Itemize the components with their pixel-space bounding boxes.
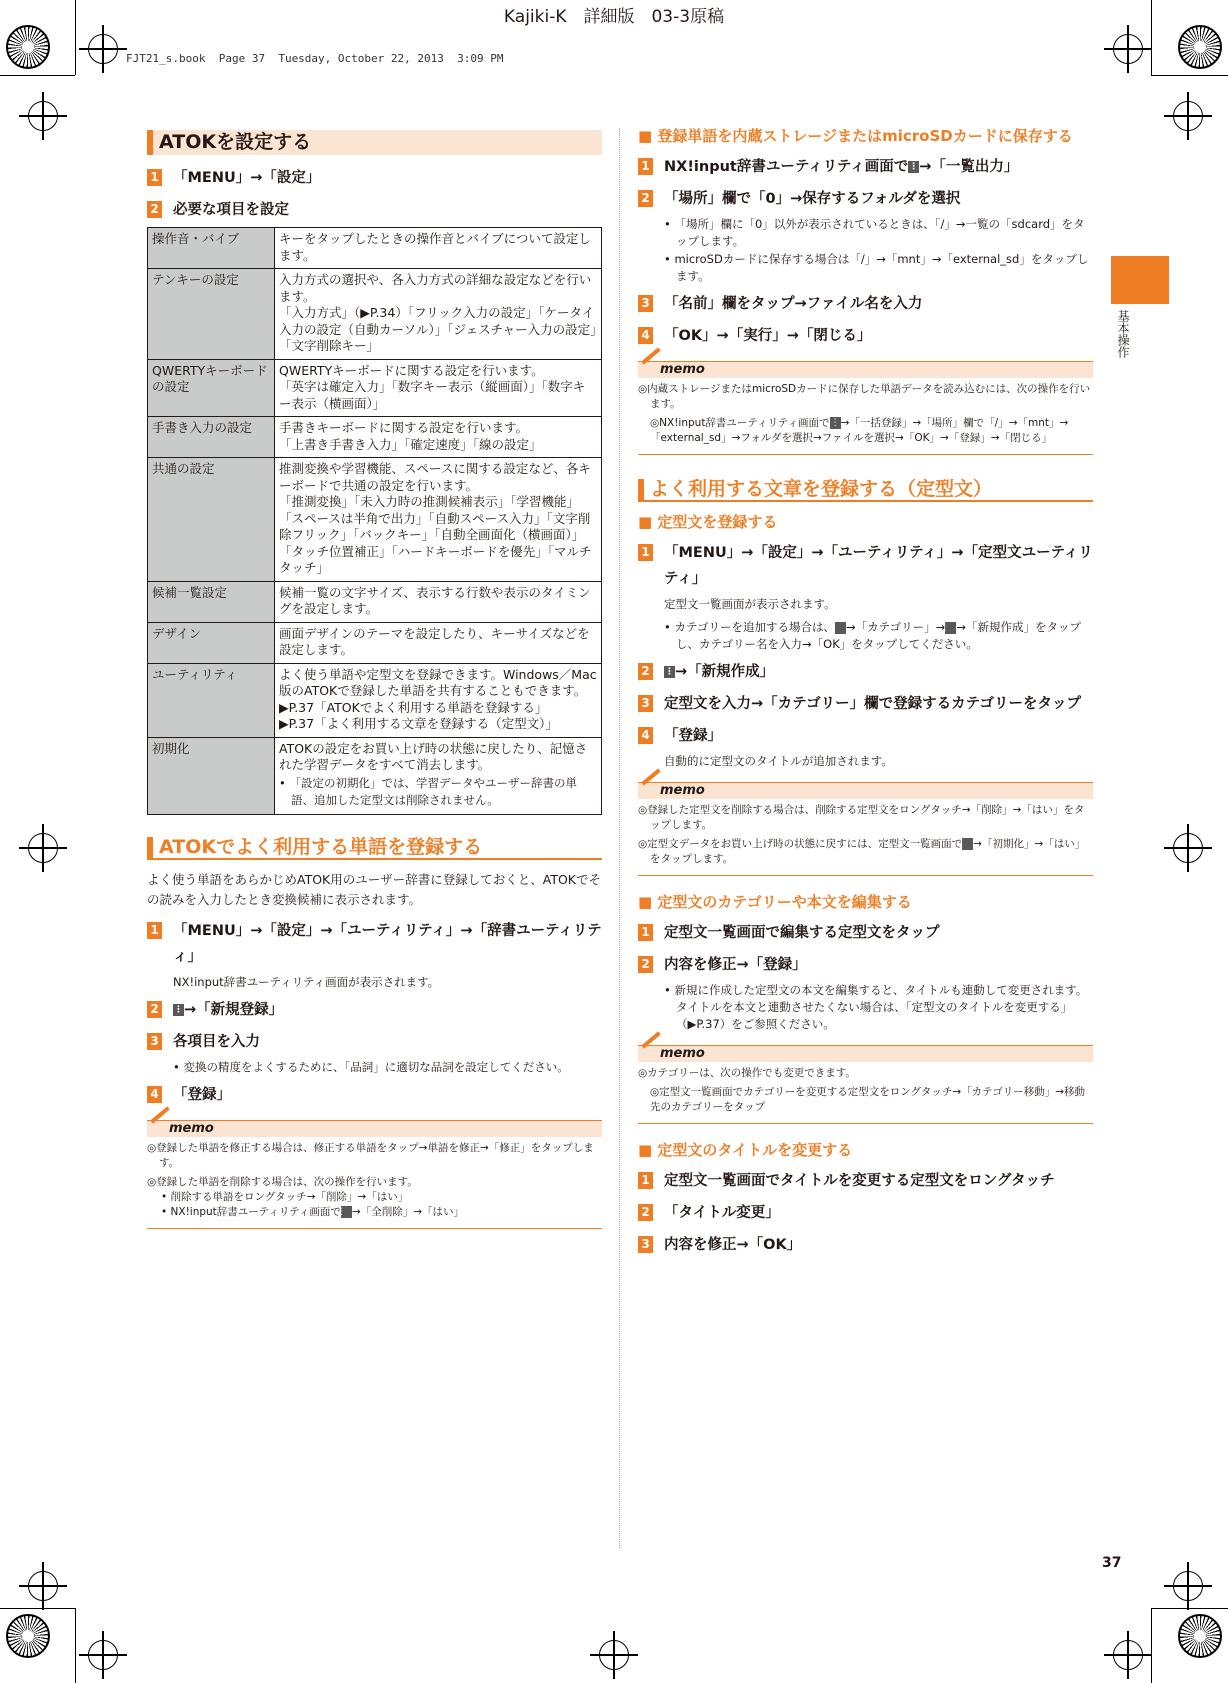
step-text: 各項目を入力 (173, 1033, 260, 1050)
step-number: 2 (638, 190, 653, 207)
crosshair-mark-icon (1173, 1571, 1203, 1601)
table-row (148, 663, 602, 737)
crosshair-mark-icon (88, 1640, 118, 1670)
memo-item: ◎ 登録した単語を修正する場合は、修正する単語をタップ→単語を修正→「修正」をタップします。 (147, 1141, 602, 1171)
crop-mark (1151, 1608, 1152, 1683)
intro-text: よく使う単語をあらかじめATOK用のユーザー辞書に登録しておくと、ATOKでその読みを入力したとき変換候補に表示されます。 (147, 871, 602, 907)
step (147, 918, 602, 970)
setting-key: 操作音・バイブ (148, 228, 275, 269)
step (638, 154, 1093, 180)
step-number: 3 (638, 295, 653, 312)
section-title: よく利用する文章を登録する（定型文） (638, 479, 1093, 502)
step (638, 723, 1093, 749)
left-column (147, 130, 602, 1237)
memo-header (638, 782, 1093, 799)
bullet-text: →「新規作成」をタップし、カテゴリー名を入力→「OK」をタップしてください。 (676, 620, 1081, 651)
pencil-icon (641, 1031, 660, 1048)
memo-label: memo (169, 1120, 214, 1136)
step (638, 920, 1093, 946)
setting-key: 共通の設定 (148, 458, 275, 582)
crop-mark (75, 0, 76, 75)
menu-icon (173, 1004, 184, 1016)
setting-key: 初期化 (148, 737, 275, 814)
step-note: 自動的に定型文のタイトルが追加されます。 (664, 754, 893, 768)
step-number: 3 (638, 1236, 653, 1253)
step (147, 197, 602, 223)
setting-desc: 推測変換や学習機能、スペースに関する設定など、各キーボードで共通の設定を行います。 「推測変換」「未入力時の推測候補表示」「学習機能」「スペースは半角で出力」「自動スペース入力」「文字削除フリック」「バックキー」「自動全画面化（横画面）」「タッチ位置補正」「ハードキーボードを優先」「マルチタッチ」 (275, 458, 602, 582)
crosshair-mark-icon (28, 101, 58, 131)
crosshair-mark-icon (1113, 34, 1143, 64)
setting-desc: 候補一覧の文字サイズ、表示する行数や表示のタイミングを設定します。 (275, 581, 602, 622)
section-title: ATOKでよく利用する単語を登録する (147, 837, 602, 860)
step-number: 1 (638, 544, 653, 561)
step-number: 2 (638, 956, 653, 973)
setting-desc: よく使う単語や定型文を登録できます。Windows／Mac版のATOKで登録した単語を共有することもできます。 ▶P.37「ATOKでよく利用する単語を登録する」 ▶P.37「よく利用する文章を登録する（定型文）」 (275, 663, 602, 737)
step-bullet: • 「場所」欄に「0」以外が表示されているときは、「/」→一覧の「sdcard」をタップします。 (638, 216, 1093, 250)
step-text: 内容を修正→「OK」 (664, 1237, 802, 1253)
step (147, 997, 602, 1023)
step-note: NX!input辞書ユーティリティ画面が表示されます。 (173, 974, 440, 989)
subsection-title: ■ 定型文のタイトルを変更する (638, 1140, 1093, 1160)
step (638, 323, 1093, 349)
memo-text: →「全削除」→「はい」 (351, 1205, 465, 1218)
step-text: →「一覧出力」 (919, 159, 1019, 175)
step-number: 1 (638, 1172, 653, 1189)
crop-mark (1151, 1608, 1228, 1609)
memo-item (638, 837, 1093, 867)
step-text: 定型文一覧画面でタイトルを変更する定型文をロングタッチ (664, 1173, 1055, 1189)
step-number: 1 (147, 169, 162, 186)
memo-header (147, 1120, 602, 1137)
step-text: 内容を修正→「登録」 (664, 957, 807, 973)
table-row (148, 458, 602, 582)
crosshair-mark-icon (88, 34, 118, 64)
step-number: 2 (638, 663, 653, 680)
crop-mark (1151, 0, 1152, 75)
memo-header (638, 361, 1093, 378)
crop-mark (1151, 75, 1228, 76)
crop-mark (0, 75, 75, 76)
step-text: 「OK」→「実行」→「閉じる」 (664, 328, 872, 344)
step (638, 540, 1093, 592)
menu-icon (341, 1206, 352, 1218)
menu-icon (835, 622, 846, 634)
menu-icon (962, 838, 973, 850)
crop-mark (0, 1608, 75, 1609)
table-row (148, 581, 602, 622)
step-number: 1 (638, 924, 653, 941)
step-bullet: • 変換の精度をよくするために、「品詞」に適切な品詞を設定してください。 (147, 1059, 602, 1076)
memo-item: ◎ 内蔵ストレージまたはmicroSDカードに保存した単語データを読み込むには、次の操作を行います。 (638, 382, 1093, 412)
step-number: 4 (638, 727, 653, 744)
step (638, 659, 1093, 685)
right-column (638, 127, 1093, 1262)
menu-icon (664, 666, 675, 678)
step (638, 952, 1093, 978)
memo-label: memo (660, 783, 705, 798)
step-text: 定型文を入力→「カテゴリー」欄で登録するカテゴリーをタップ (664, 696, 1081, 712)
setting-desc: QWERTYキーボードに関する設定を行います。 「英字は確定入力」「数字キー表示（縦画面）」「数字キー表示（横画面）」 (275, 359, 602, 417)
step-number: 1 (147, 922, 162, 939)
memo-item: ◎ 登録した定型文を削除する場合は、削除する定型文をロングタッチ→「削除」→「はい」をタップします。 (638, 803, 1093, 833)
table-row (148, 269, 602, 360)
crosshair-mark-icon (28, 1571, 58, 1601)
memo-text: NX!input辞書ユーティリティ画面で (170, 1205, 341, 1218)
bullet-text: →「カテゴリー」→ (846, 620, 946, 634)
memo-text: →「一括登録」→「場所」欄で「/」→「mnt」→「external_sd」→フォルダを選択→ファイルを選択→「OK」→「登録」→「閉じる」 (650, 417, 1069, 444)
step-number: 4 (147, 1086, 162, 1103)
step-text: 必要な項目を設定 (173, 202, 289, 218)
setting-desc (275, 737, 602, 814)
menu-icon (830, 417, 841, 429)
step (638, 291, 1093, 317)
step-text: NX!input辞書ユーティリティ画面で (664, 159, 909, 175)
chapter-tab (1111, 256, 1169, 304)
step-text: 「タイトル変更」 (664, 1205, 780, 1221)
setting-desc-bullet: • 「設定の初期化」では、学習データやユーザー辞書の単語、追加した定型文は削除されません。 (279, 775, 597, 809)
step (638, 1168, 1093, 1194)
column-divider (619, 128, 620, 1548)
subsection-title: ■ 定型文のカテゴリーや本文を編集する (638, 892, 1093, 912)
bullet-text: カテゴリーを追加する場合は、 (674, 620, 835, 634)
step-number: 1 (638, 158, 653, 175)
memo-item-cont (638, 416, 1093, 446)
table-row (148, 737, 602, 814)
setting-desc: キーをタップしたときの操作音とバイブについて設定します。 (275, 228, 602, 269)
step-text: →「新規作成」 (675, 664, 775, 680)
table-row (148, 417, 602, 458)
crop-mark (75, 1608, 76, 1683)
step (638, 186, 1093, 212)
print-header-title: Kajiki-K 詳細版 03-3原稿 (503, 7, 725, 27)
step (638, 1200, 1093, 1226)
step-text: 「MENU」→「設定」 (173, 170, 321, 186)
step-number: 2 (638, 1204, 653, 1221)
memo-subitem: • 削除する単語をロングタッチ→「削除」→「はい」 (147, 1190, 602, 1205)
step-bullet: • microSDカードに保存する場合は「/」→「mnt」→「external_sd」をタップします。 (638, 251, 1093, 285)
subsection-title: ■ 登録単語を内蔵ストレージまたはmicroSDカードに保存する (638, 126, 1093, 146)
step-number: 3 (638, 695, 653, 712)
step-number: 2 (147, 201, 162, 218)
memo-item-cont: ◎ 定型文一覧画面でカテゴリーを変更する定型文をロングタッチ→「カテゴリー移動」→移動先のカテゴリーをタップ (638, 1085, 1093, 1115)
memo-label: memo (660, 362, 705, 377)
chapter-label: 基本操作 (1116, 310, 1130, 358)
step-note: 定型文一覧画面が表示されます。 (664, 597, 836, 611)
section-title: ATOKを設定する (147, 130, 602, 155)
registration-dial-icon (1178, 25, 1222, 69)
memo-box (638, 1045, 1093, 1124)
crosshair-mark-icon (1173, 101, 1203, 131)
table-row (148, 228, 602, 269)
crosshair-mark-icon (599, 1640, 629, 1670)
setting-desc: 入力方式の選択や、各入力方式の詳細な設定などを行います。 「入力方式」（▶P.34）「フリック入力の設定」「ケータイ入力の設定（自動カーソル）」「ジェスチャー入力の設定」「文字削除キー」 (275, 269, 602, 360)
registration-dial-icon (1178, 1614, 1222, 1658)
crosshair-mark-icon (1173, 833, 1203, 863)
subsection-title: ■ 定型文を登録する (638, 512, 1093, 532)
setting-desc-text: ATOKの設定をお買い上げ時の状態に戻したり、記憶された学習データをすべて消去します。 (279, 740, 588, 772)
memo-text: 定型文データをお買い上げ時の状態に戻すには、定型文一覧画面で (647, 838, 963, 850)
step-text: 定型文一覧画面で編集する定型文をタップ (664, 925, 940, 941)
step (638, 691, 1093, 717)
settings-table (147, 227, 602, 815)
print-book-info: FJT21_s.book Page 37 Tuesday, October 22, 2013 3:09 PM (126, 52, 504, 65)
setting-key: ユーティリティ (148, 663, 275, 737)
crosshair-mark-icon (28, 833, 58, 863)
table-row (148, 359, 602, 417)
step (147, 165, 602, 191)
step (638, 1232, 1093, 1258)
pencil-icon (641, 347, 660, 364)
step-text: 「場所」欄で「0」→保存するフォルダを選択 (664, 191, 961, 207)
menu-icon (945, 622, 956, 634)
memo-box (638, 361, 1093, 455)
setting-key: テンキーの設定 (148, 269, 275, 360)
memo-item: ◎ カテゴリーは、次の操作でも変更できます。 (638, 1066, 1093, 1081)
step-bullet: • 新規に作成した定型文の本文を編集すると、タイトルも連動して変更されます。タイトルを本文と連動させたくない場合は、「定型文のタイトルを変更する」（▶P.37）をご参照ください。 (638, 982, 1093, 1033)
memo-item: ◎ 登録した単語を削除する場合は、次の操作を行います。 (147, 1175, 602, 1190)
setting-desc: 手書きキーボードに関する設定を行います。 「上書き手書き入力」「確定速度」「線の設定」 (275, 417, 602, 458)
memo-header (638, 1045, 1093, 1062)
table-row (148, 622, 602, 663)
setting-desc: 画面デザインのテーマを設定したり、キーサイズなどを設定します。 (275, 622, 602, 663)
crosshair-mark-icon (1113, 1640, 1143, 1670)
step-text: 「登録」 (664, 728, 722, 744)
step-number: 3 (147, 1033, 162, 1050)
step-text: →「新規登録」 (184, 1001, 284, 1018)
memo-box (638, 782, 1093, 876)
step (147, 1029, 602, 1055)
setting-key: 候補一覧設定 (148, 581, 275, 622)
memo-subitem (147, 1205, 602, 1220)
step (147, 1082, 602, 1108)
pencil-icon (641, 768, 660, 785)
setting-key: デザイン (148, 622, 275, 663)
memo-text: →「初期化」→「はい」をタップします。 (650, 838, 1086, 865)
setting-key: 手書き入力の設定 (148, 417, 275, 458)
pencil-icon (150, 1106, 169, 1123)
step-text: 「MENU」→「設定」→「ユーティリティ」→「辞書ユーティリティ」 (173, 922, 602, 965)
memo-label: memo (660, 1046, 705, 1061)
registration-dial-icon (6, 1614, 50, 1658)
setting-key: QWERTYキーボードの設定 (148, 359, 275, 417)
step-number: 2 (147, 1001, 162, 1018)
menu-icon (908, 161, 919, 173)
step-text: 「登録」 (173, 1086, 231, 1103)
memo-box (147, 1120, 602, 1229)
step-text: 「MENU」→「設定」→「ユーティリティ」→「定型文ユーティリティ」 (664, 545, 1093, 587)
step-number: 4 (638, 327, 653, 344)
step-text: 「名前」欄をタップ→ファイル名を入力 (664, 296, 923, 312)
registration-dial-icon (6, 25, 50, 69)
step-bullet (638, 619, 1093, 653)
memo-text: NX!input辞書ユーティリティ画面で (659, 417, 830, 429)
page-number: 37 (1102, 1555, 1122, 1571)
